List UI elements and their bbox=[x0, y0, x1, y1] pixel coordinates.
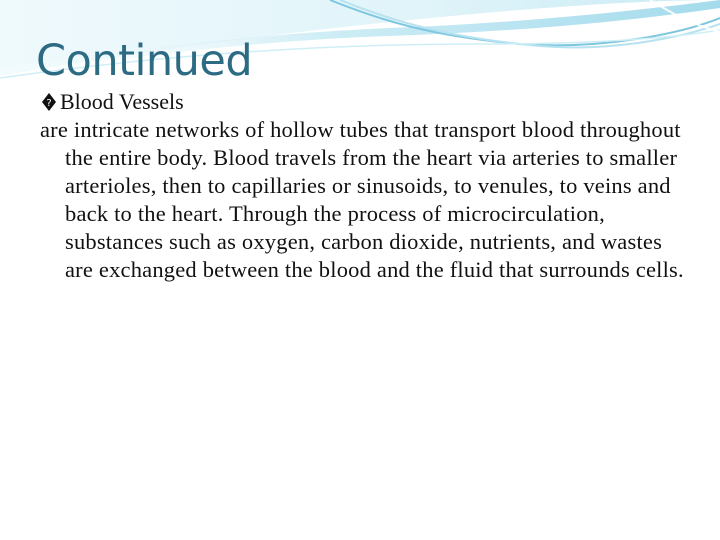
bullet-heading: Blood Vessels bbox=[60, 89, 184, 114]
slide-content bbox=[40, 88, 690, 284]
slide-title: Continued bbox=[36, 36, 253, 86]
body-paragraph: are intricate networks of hollow tubes that transport blood throughout the entire body. Blood travels from the heart via arteries to smaller arterioles, then to capillaries or sinusoids, to venules, to veins and back to the heart. Through the process of microcirculation, substances such as oxygen, carbon dioxide, nutrients, and wastes are exchanged between the blood and the fluid that surrounds cells. bbox=[40, 117, 684, 282]
svg-text:?: ? bbox=[46, 98, 52, 109]
replacement-glyph-icon bbox=[40, 91, 58, 113]
bullet-heading-line bbox=[40, 88, 690, 116]
